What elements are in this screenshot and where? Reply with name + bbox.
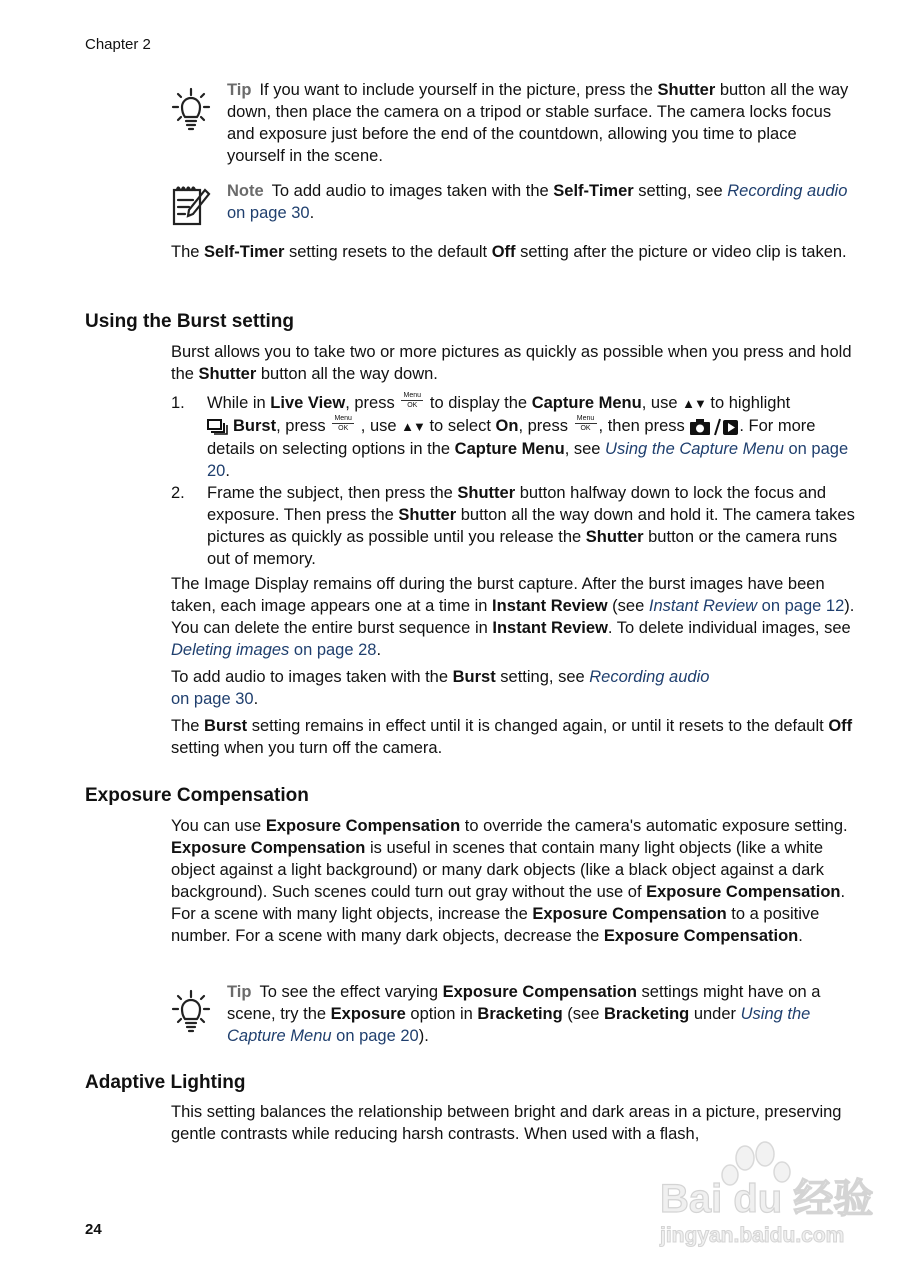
- burst-steps-list: [171, 392, 856, 570]
- self-timer-reset-paragraph: The Self-Timer setting resets to the default Off setting after the picture or video clip is taken.: [171, 243, 847, 261]
- svg-text:jingyan.baidu.com: jingyan.baidu.com: [660, 1224, 845, 1247]
- section-heading-exposure: Exposure Compensation: [85, 785, 309, 806]
- lightbulb-tip-icon: [171, 989, 211, 1035]
- note-label: Note: [227, 182, 264, 200]
- step-1: 1. While in Live View, press Menu OK to display the Capture Menu, use ▲▼ to highlight Burst, press Menu OK , use ▲▼ to select On, press Menu OK , then press . For more details on selecting options in the Capture Menu, see Using the Capture Menu on page 20.: [171, 392, 849, 480]
- tip-label: Tip: [227, 81, 252, 99]
- link-recording-audio-2[interactable]: Recording audio on page 30: [171, 668, 710, 708]
- menu-ok-button-icon: Menu OK: [575, 415, 597, 432]
- up-down-arrows-icon: ▲▼: [401, 419, 425, 434]
- burst-audio-paragraph: To add audio to images taken with the Burst setting, see Recording audio on page 30.: [171, 668, 710, 708]
- camera-playback-button-icon: [689, 418, 739, 436]
- tip-callout-exposure: Tip To see the effect varying Exposure Compensation settings might have on a scene, try the Exposure option in Bracketing (see Bracketing under Using the Capture Menu on page 20).: [171, 981, 856, 1047]
- page-number: 24: [85, 1221, 102, 1238]
- burst-mode-icon: [207, 419, 229, 435]
- link-deleting-images[interactable]: Deleting images on page 28: [171, 641, 377, 659]
- svg-text:Bai du 经验: Bai du 经验: [660, 1177, 874, 1221]
- step-2: 2. Frame the subject, then press the Shutter button halfway down to lock the focus and exposure. Then press the Shutter button all the way down and hold it. The camera takes pictures as quickly as possible until you release the Shutter button or the camera runs out of memory.: [171, 484, 855, 568]
- menu-ok-button-icon: Menu OK: [332, 415, 354, 432]
- menu-ok-button-icon: Menu OK: [401, 392, 423, 409]
- notepad-pencil-note-icon: [171, 182, 211, 228]
- link-instant-review[interactable]: Instant Review on page 12: [648, 597, 845, 615]
- section-heading-burst: Using the Burst setting: [85, 311, 295, 332]
- tip-label: Tip: [227, 983, 252, 1001]
- burst-default-paragraph: The Burst setting remains in effect until it is changed again, or until it resets to the default Off setting when you turn off the camera.: [171, 717, 853, 757]
- chapter-header: Chapter 2: [85, 36, 151, 53]
- note-callout-audio: Note To add audio to images taken with the Self-Timer setting, see Recording audio on page 30.: [171, 180, 856, 224]
- section-heading-adaptive-lighting: Adaptive Lighting: [85, 1072, 246, 1093]
- lightbulb-tip-icon: [171, 87, 211, 133]
- link-recording-audio[interactable]: Recording audio on page 30: [227, 182, 848, 222]
- link-using-capture-menu[interactable]: Using the Capture Menu on page 20: [207, 440, 849, 480]
- tip-callout-self-timer: Tip If you want to include yourself in the picture, press the Shutter button all the way down, then place the camera on a tripod or stable surface. The camera locks focus and exposure just before the end of the countdown, allowing you time to place yourself in the scene.: [171, 79, 856, 167]
- link-using-capture-menu-2[interactable]: Using the Capture Menu on page 20: [227, 1005, 811, 1045]
- up-down-arrows-icon: ▲▼: [682, 396, 706, 411]
- exposure-paragraph: You can use Exposure Compensation to override the camera's automatic exposure setting. Exposure Compensation is useful in scenes that contain many light objects (like a white object against a light background) or many dark objects (like a black object against a dark background). Such scenes could turn out gray without the use of Exposure Compensation. For a scene with many light objects, increase the Exposure Compensation to a positive number. For a scene with many dark objects, decrease the Exposure Compensation.: [171, 817, 848, 945]
- burst-display-paragraph: The Image Display remains off during the burst capture. After the burst images have been taken, each image appears one at a time in Instant Review (see Instant Review on page 12). You can delete the entire burst sequence in Instant Review. To delete individual images, see Deleting images on page 28.: [171, 575, 855, 659]
- baidu-jingyan-watermark: [650, 1140, 900, 1250]
- adaptive-lighting-paragraph: This setting balances the relationship between bright and dark areas in a picture, preserving gentle contrasts while reducing harsh contrasts. When used with a flash,: [171, 1103, 842, 1143]
- burst-intro-paragraph: Burst allows you to take two or more pictures as quickly as possible when you press and hold the Shutter button all the way down.: [171, 343, 852, 383]
